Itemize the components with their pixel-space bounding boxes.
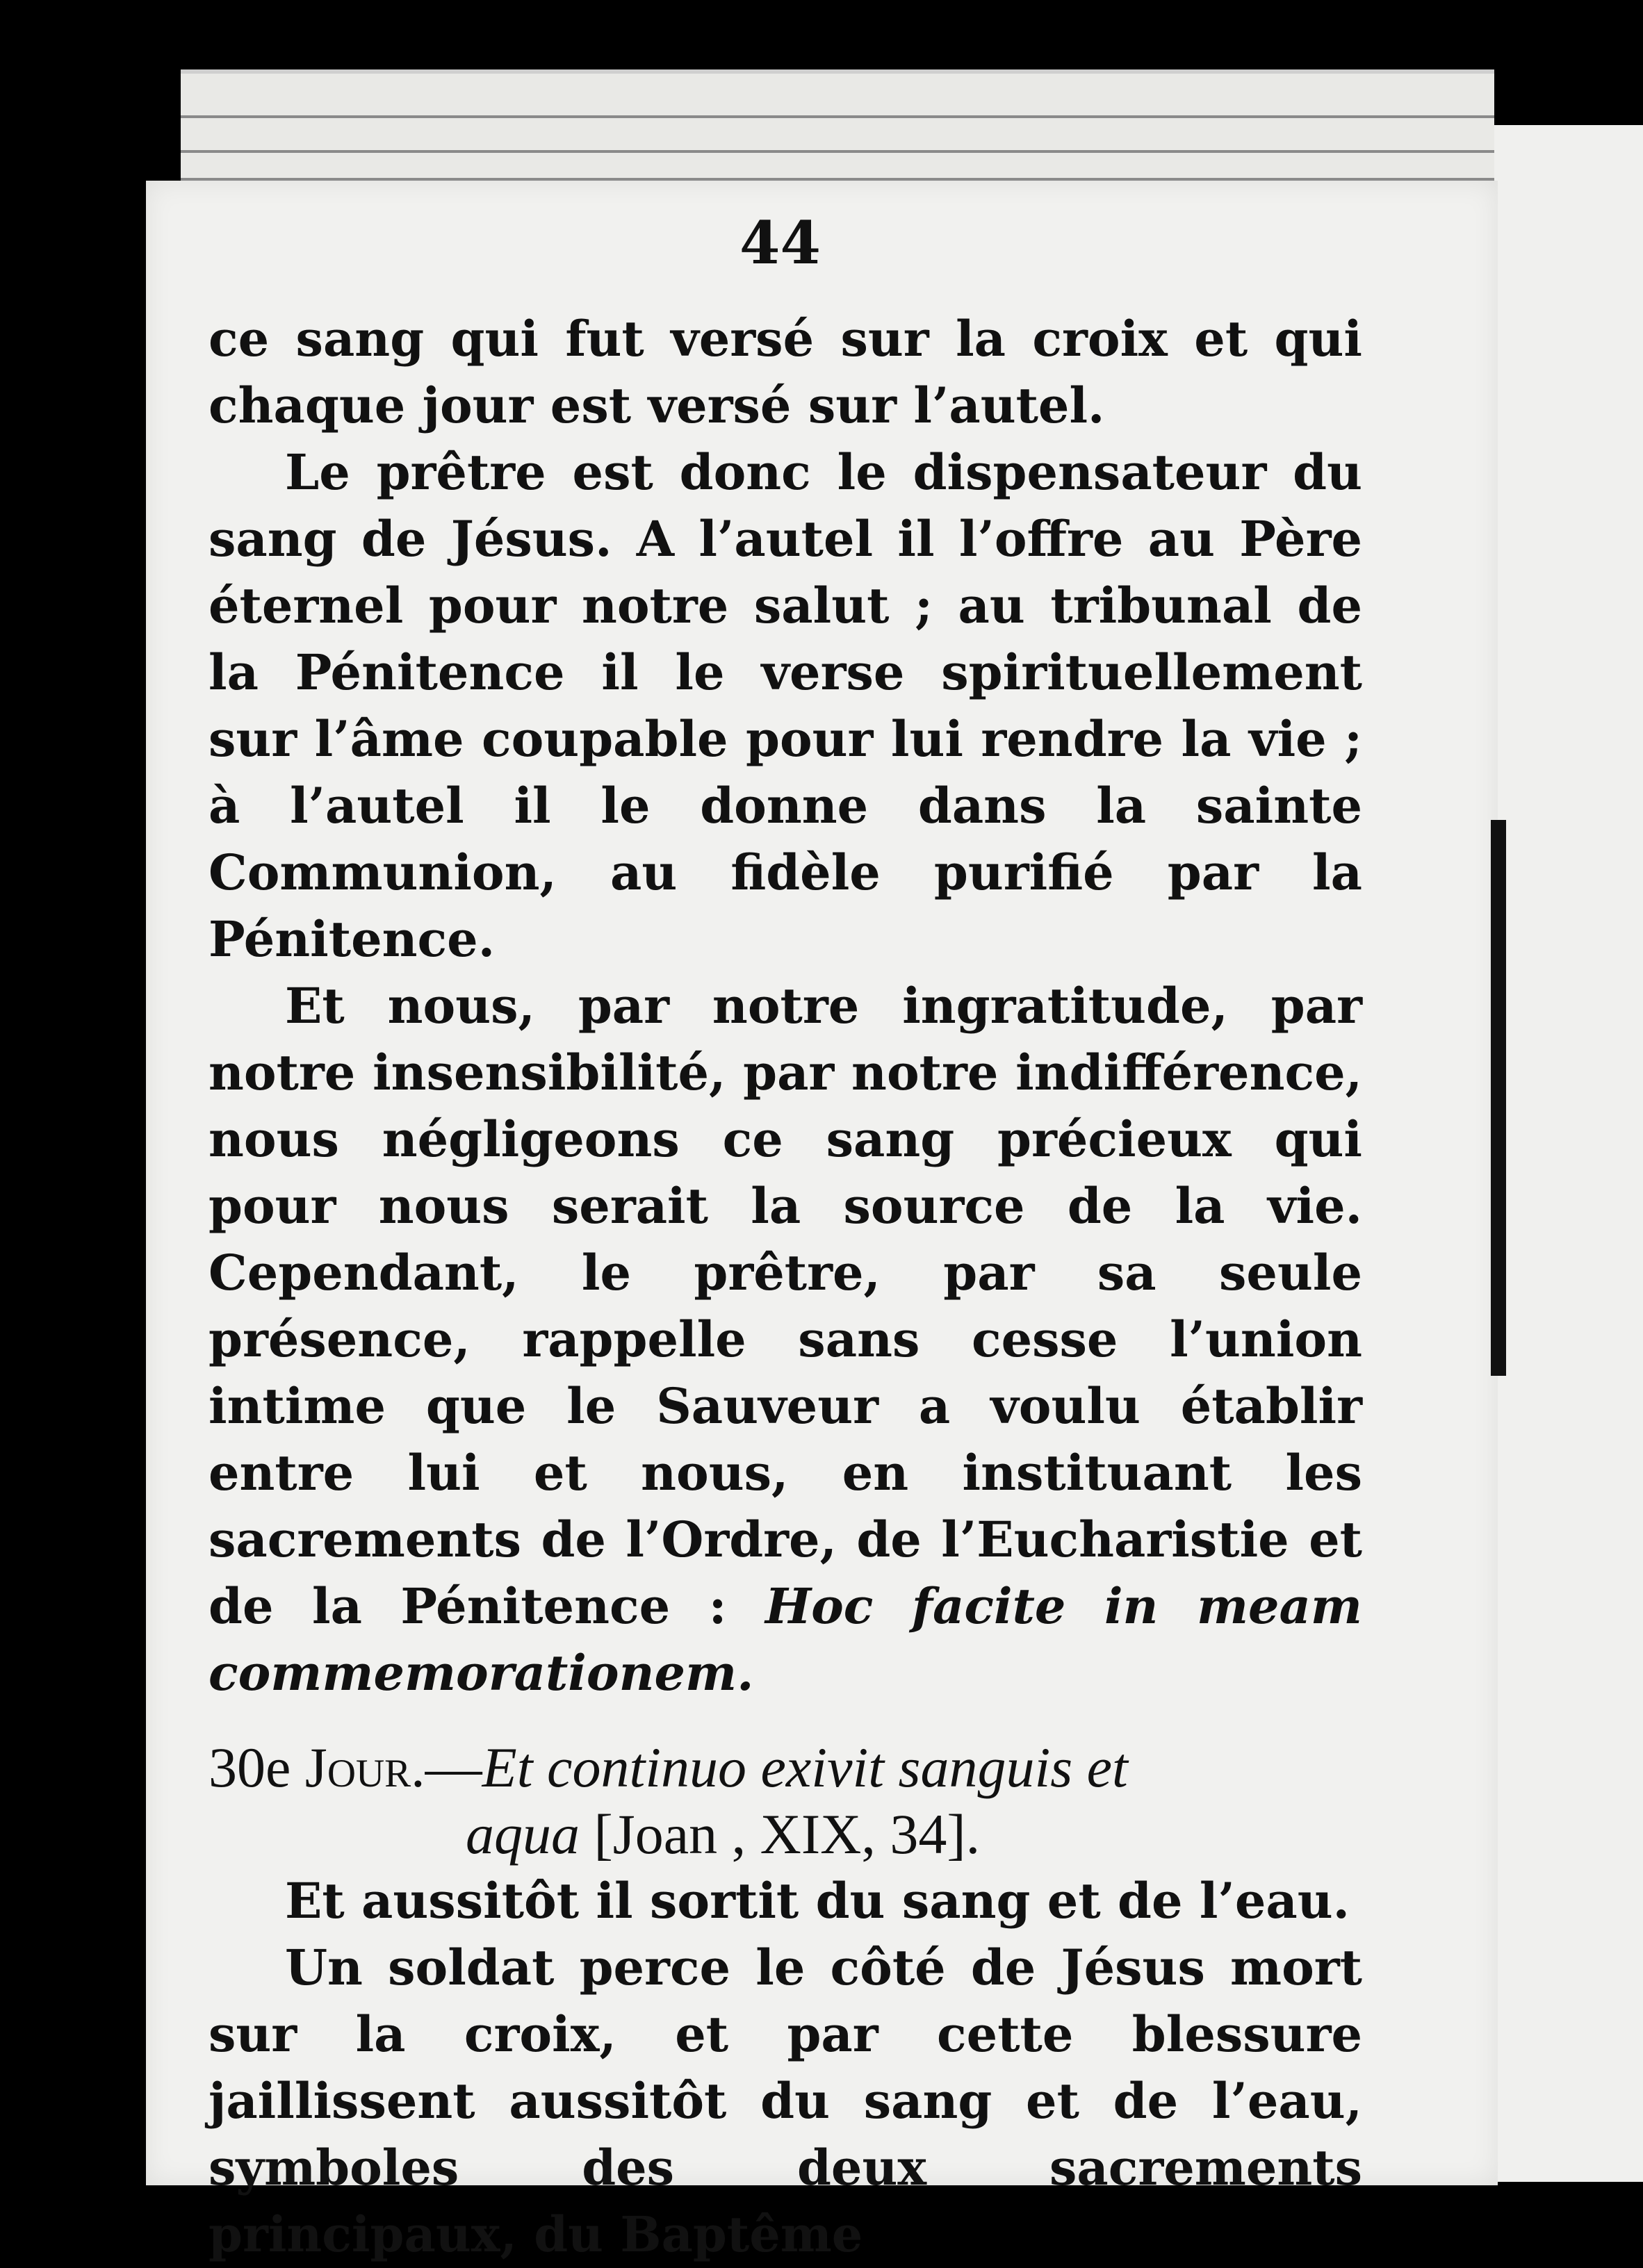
page-number: 44 — [739, 208, 821, 277]
day-number: 30e — [209, 1736, 291, 1799]
day-heading-line-1 — [209, 1734, 1362, 1801]
paragraph-1: ce sang qui fut versé sur la croix et qui chaque jour est versé sur l’autel. — [209, 310, 1362, 434]
page-text — [209, 306, 1362, 2268]
facing-page-edge — [1494, 125, 1643, 2182]
page-edge-line — [181, 150, 1494, 153]
day-heading — [209, 1734, 1362, 1868]
scripture-reference: [Joan , XIX, 34]. — [594, 1802, 981, 1866]
paragraph-5: Un soldat perce le côté de Jésus mort sur la croix, et par cette blessure jaillissent aussitôt du sang et de l’eau, symboles des deux sacrements principaux, du Baptême — [209, 1939, 1362, 2263]
heading-latin-1: Et continuo exivit sanguis et — [482, 1736, 1128, 1799]
binding-shadow — [1491, 820, 1506, 1376]
page-edge-line — [181, 115, 1494, 118]
paragraph-3 — [209, 973, 1362, 1707]
day-heading-line-2 — [209, 1801, 1362, 1868]
day-word: Jour — [304, 1736, 411, 1799]
paragraph-4: Et aussitôt il sortit du sang et de l’eau. — [285, 1872, 1350, 1930]
heading-dash: .— — [411, 1736, 482, 1799]
paragraph-2: Le prêtre est donc le dispensateur du sang de Jésus. A l’autel il l’offre au Père éternel pour notre salut ; au tribunal de la Pénitence il le verse spirituellement sur l’âme coupable pour lui rendre la vie ; à l’autel il le donne dans la sainte Communion, au fidèle purifié par la Pénitence. — [209, 443, 1362, 968]
paragraph-3-text: Et nous, par notre ingratitude, par notre insensibilité, par notre indifférence, nous négligeons ce sang précieux qui pour nous serait la source de la vie. Cependant, le prêtre, par sa seule présence, rappelle sans cesse l’union intime que le Sauveur a voulu établir entre lui et nous, en instituant les sacrements de l’Ordre, de l’Eucharistie et de la Pénitence : — [209, 977, 1362, 1635]
heading-latin-2: aqua — [466, 1802, 580, 1866]
book-page — [146, 181, 1498, 2263]
latin-quote: Hoc facite in meam commemorationem. — [209, 1577, 1362, 1702]
